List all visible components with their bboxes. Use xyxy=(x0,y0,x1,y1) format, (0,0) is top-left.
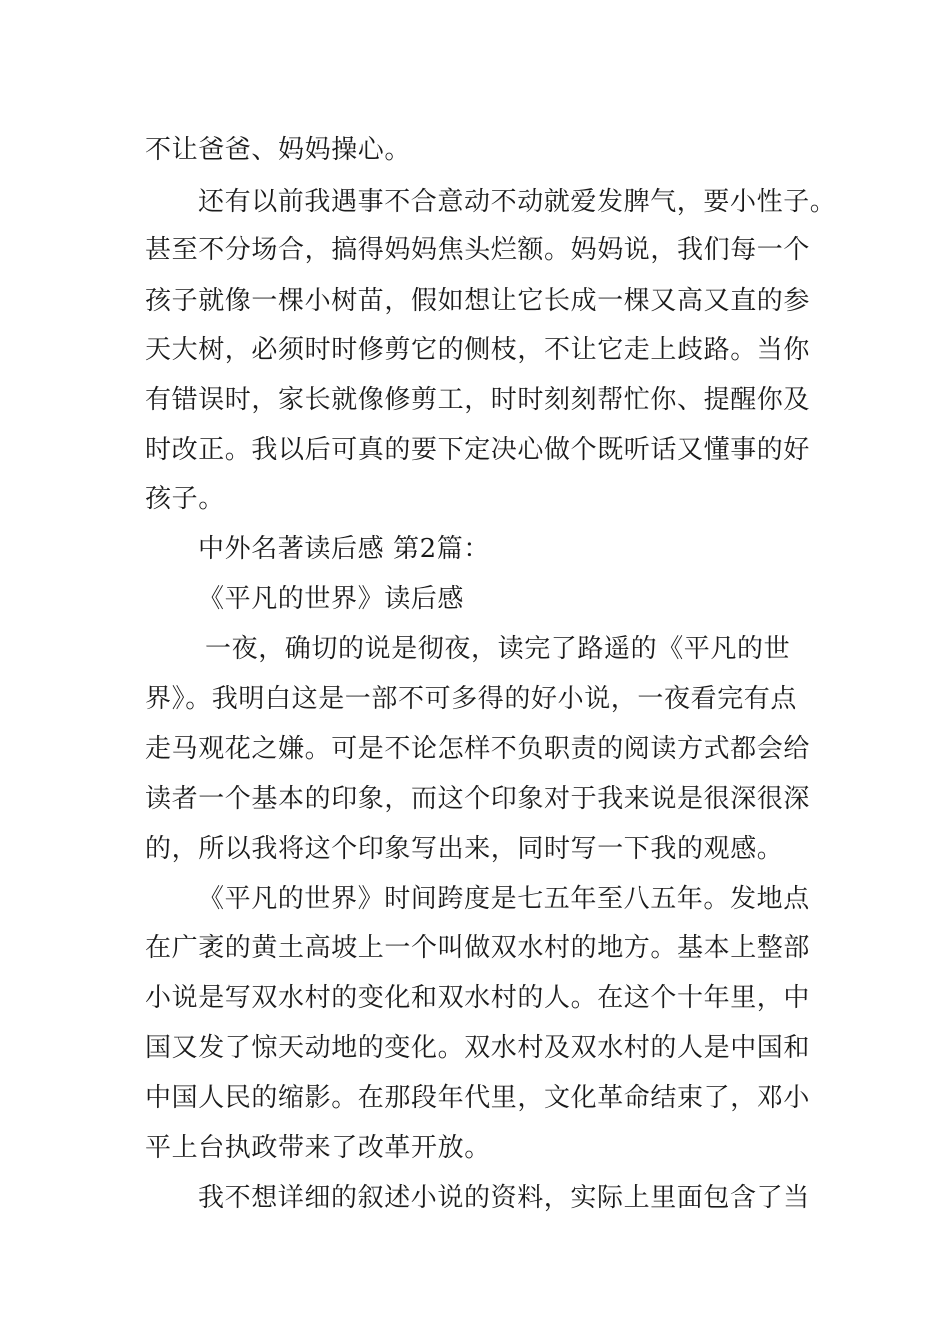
section-heading: 中外名著读后感 第2篇： xyxy=(198,534,491,564)
article-title: 《平凡的世界》读后感 xyxy=(198,584,465,614)
text-line: 的，所以我将这个印象写出来，同时写一下我的观感。 xyxy=(145,834,784,864)
text-line: 国又发了惊天动地的变化。双水村及双水村的人是中国和 xyxy=(145,1033,811,1063)
text-line: 读者一个基本的印象，而这个印象对于我来说是很深很深 xyxy=(145,784,811,814)
text-line: 小说是写双水村的变化和双水村的人。在这个十年里，中 xyxy=(145,983,811,1013)
text-line: 甚至不分场合，搞得妈妈焦头烂额。妈妈说，我们每一个 xyxy=(145,235,811,265)
text-line: 我不想详细的叙述小说的资料，实际上里面包含了当 xyxy=(198,1183,810,1213)
text-line: 孩子就像一棵小树苗，假如想让它长成一棵又高又直的参 xyxy=(145,286,811,316)
text-line: 平上台执政带来了改革开放。 xyxy=(145,1133,491,1163)
text-line: 还有以前我遇事不合意动不动就爱发脾气，要小性子。 xyxy=(198,187,837,217)
text-line: 中国人民的缩影。在那段年代里，文化革命结束了，邓小 xyxy=(145,1083,811,1113)
text-line: 不让爸爸、妈妈操心。 xyxy=(145,135,412,165)
text-line: 一夜，确切的说是彻夜，读完了路遥的《平凡的世 xyxy=(205,634,791,664)
text-line: 有错误时，家长就像修剪工，时时刻刻帮忙你、提醒你及 xyxy=(145,385,811,415)
text-line: 时改正。我以后可真的要下定决心做个既听话又懂事的好 xyxy=(145,435,811,465)
text-line: 界》。我明白这是一部不可多得的好小说，一夜看完有点 xyxy=(145,684,798,714)
text-line: 天大树，必须时时修剪它的侧枝，不让它走上歧路。当你 xyxy=(145,335,811,365)
text-line: 在广袤的黄土高坡上一个叫做双水村的地方。基本上整部 xyxy=(145,933,811,963)
text-line: 走马观花之嫌。可是不论怎样不负职责的阅读方式都会给 xyxy=(145,734,811,764)
text-line: 《平凡的世界》时间跨度是七五年至八五年。发地点 xyxy=(198,884,810,914)
text-line: 孩子。 xyxy=(145,484,225,514)
